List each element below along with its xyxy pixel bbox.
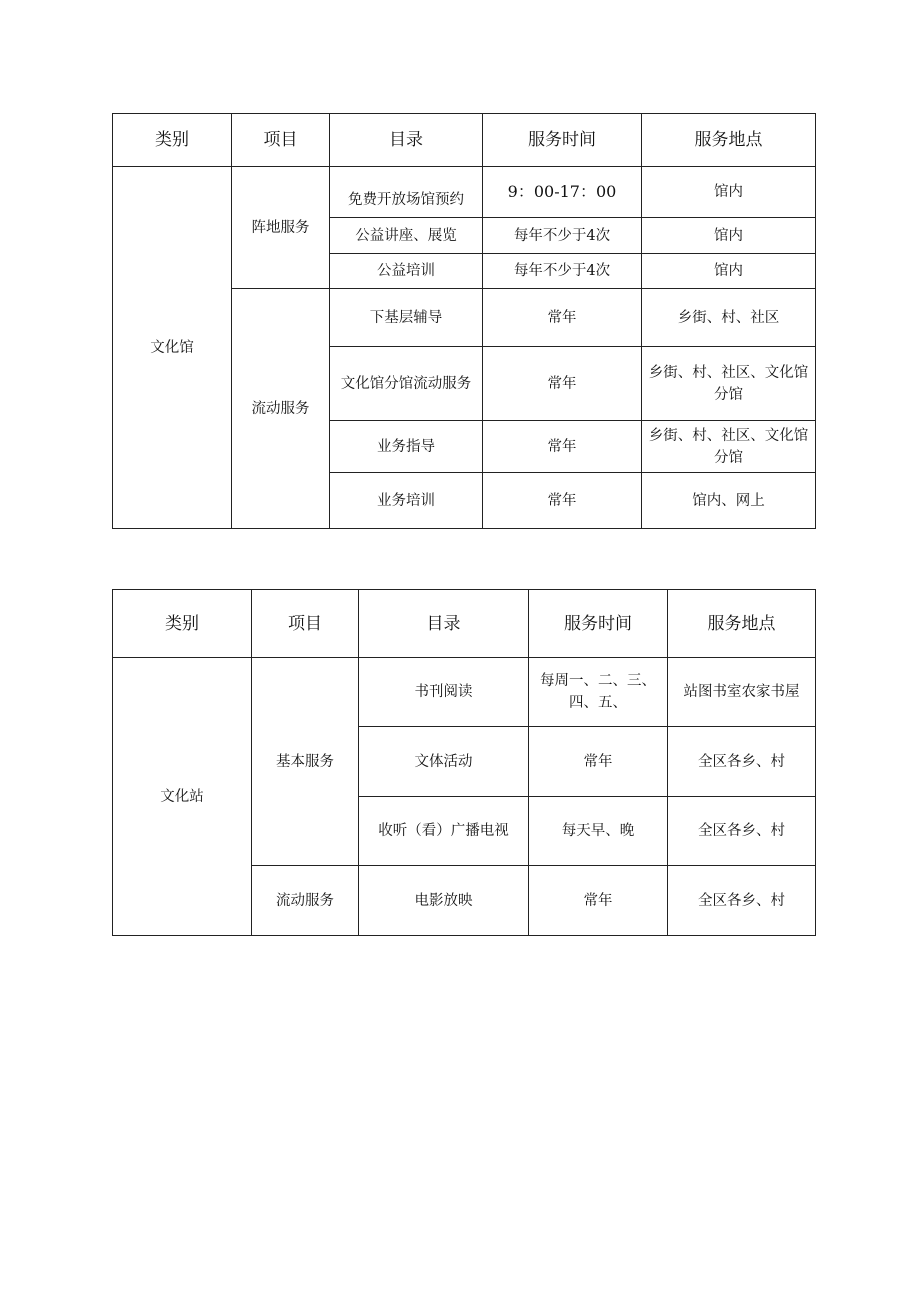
time-cell: 常年: [483, 421, 642, 473]
catalog-text: 免费开放场馆预约: [348, 192, 464, 208]
time-cell: 每年不少于4次: [483, 254, 642, 289]
header-service-location: 服务地点: [642, 114, 816, 167]
catalog-cell: 公益讲座、展览: [330, 218, 483, 254]
catalog-cell: 下基层辅导: [330, 289, 483, 347]
table-row: [113, 658, 816, 727]
catalog-cell: 业务指导: [330, 421, 483, 473]
header-project: 项目: [252, 590, 359, 658]
location-cell: 站图书室农家书屋: [668, 658, 816, 727]
culture-station-table: [112, 589, 816, 936]
time-cell: 常年: [483, 289, 642, 347]
header-service-time: 服务时间: [483, 114, 642, 167]
project-cell: 流动服务: [232, 289, 330, 529]
catalog-cell: 书刊阅读: [359, 658, 529, 727]
location-cell: 全区各乡、村: [668, 866, 816, 936]
catalog-cell: 电影放映: [359, 866, 529, 936]
header-service-time: 服务时间: [529, 590, 668, 658]
catalog-cell: 业务培训: [330, 473, 483, 529]
time-cell: 每年不少于4次: [483, 218, 642, 254]
project-cell: 阵地服务: [232, 167, 330, 289]
catalog-cell: [330, 167, 483, 218]
location-cell: 馆内: [642, 218, 816, 254]
location-cell: 全区各乡、村: [668, 727, 816, 797]
location-cell: 乡街、村、社区、文化馆分馆: [642, 421, 816, 473]
category-cell: 文化馆: [113, 167, 232, 529]
location-cell: 乡街、村、社区、文化馆分馆: [642, 347, 816, 421]
location-cell: 全区各乡、村: [668, 797, 816, 866]
location-cell: 馆内: [642, 167, 816, 218]
catalog-cell: 公益培训: [330, 254, 483, 289]
header-service-location: 服务地点: [668, 590, 816, 658]
time-cell: 每天早、晚: [529, 797, 668, 866]
time-cell: 常年: [483, 473, 642, 529]
project-cell: 基本服务: [252, 658, 359, 866]
time-cell: 常年: [483, 347, 642, 421]
table-header-row: [113, 114, 816, 167]
time-cell: 常年: [529, 866, 668, 936]
location-cell: 馆内、网上: [642, 473, 816, 529]
catalog-cell: 文体活动: [359, 727, 529, 797]
table-row: [113, 167, 816, 218]
location-cell: 馆内: [642, 254, 816, 289]
table-header-row: [113, 590, 816, 658]
header-catalog: 目录: [359, 590, 529, 658]
header-project: 项目: [232, 114, 330, 167]
catalog-cell: 文化馆分馆流动服务: [330, 347, 483, 421]
header-catalog: 目录: [330, 114, 483, 167]
header-category: 类别: [113, 114, 232, 167]
time-cell: 常年: [529, 727, 668, 797]
location-cell: 乡街、村、社区: [642, 289, 816, 347]
catalog-cell: 收听（看）广播电视: [359, 797, 529, 866]
project-cell: 流动服务: [252, 866, 359, 936]
category-cell: 文化站: [113, 658, 252, 936]
time-cell: 每周一、二、三、四、五、: [529, 658, 668, 727]
culture-center-table: [112, 113, 816, 529]
header-category: 类别: [113, 590, 252, 658]
time-cell: 9：00-17：00: [483, 167, 642, 218]
